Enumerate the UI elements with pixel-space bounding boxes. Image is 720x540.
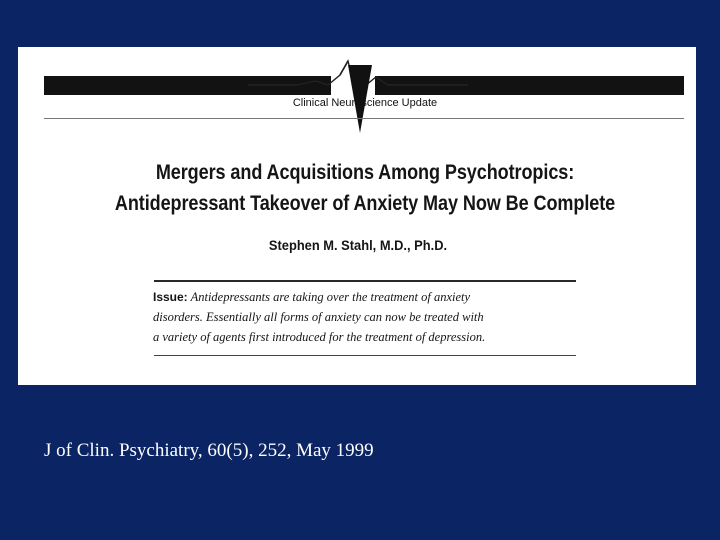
- article-author: Stephen M. Stahl, M.D., Ph.D.: [268, 237, 448, 253]
- article-headline: [100, 157, 629, 219]
- issue-rule-top: [154, 280, 576, 282]
- issue-line-3: a variety of agents first introduced for the treatment of depression.: [153, 330, 486, 344]
- issue-label: Issue:: [153, 290, 188, 304]
- issue-text-1: Antidepressants are taking over the treatment of anxiety: [190, 290, 471, 304]
- section-label: Clinical Neuroscience Update: [292, 97, 438, 109]
- issue-box: [153, 287, 583, 347]
- ekg-trace-logo: [248, 55, 468, 135]
- headline-line-2: Antidepressant Takeover of Anxiety May Now Be Complete: [114, 191, 616, 215]
- issue-line-2: disorders. Essentially all forms of anxiety can now be treated with: [153, 310, 484, 324]
- header-rule: [44, 118, 684, 119]
- issue-rule-bottom: [154, 355, 576, 356]
- article-scan-image: [18, 47, 696, 385]
- issue-line-1: [153, 287, 583, 307]
- citation: J of Clin. Psychiatry, 60(5), 252, May 1999: [44, 440, 374, 461]
- headline-line-1: Mergers and Acquisitions Among Psychotropics:: [155, 160, 575, 184]
